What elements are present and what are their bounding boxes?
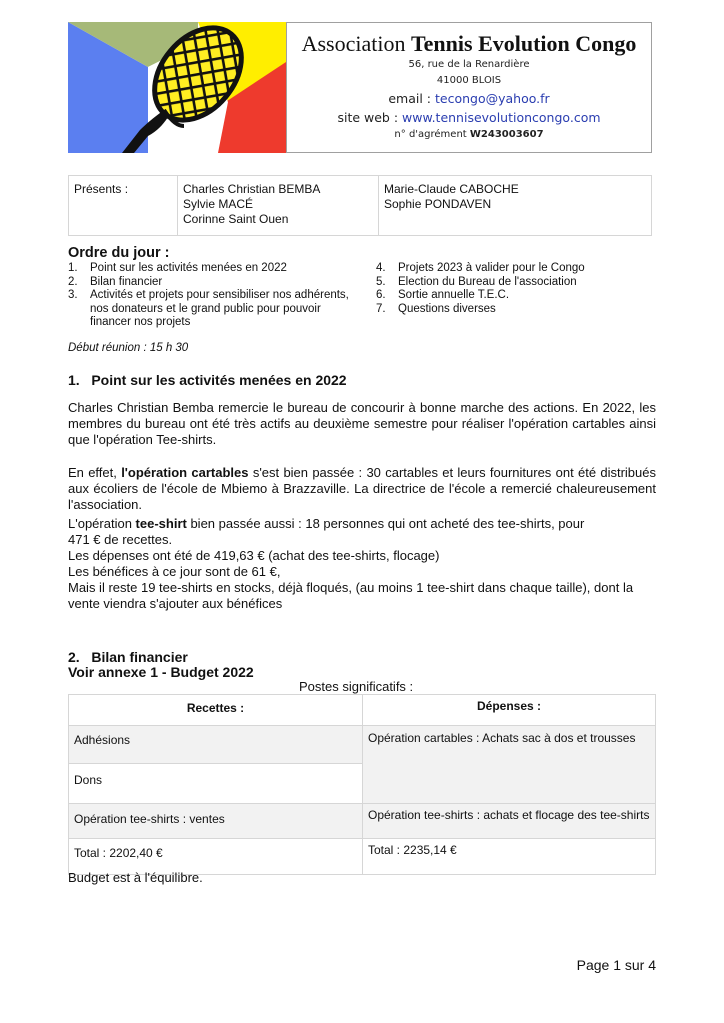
agenda-item <box>376 289 646 303</box>
agenda-item-number: 6. <box>376 289 386 301</box>
section-1-paragraph-2 <box>68 465 656 513</box>
agenda-item <box>68 276 358 290</box>
highlight-tee-shirt: tee-shirt <box>135 516 187 531</box>
agenda-item <box>376 276 646 290</box>
agenda-item <box>68 262 358 276</box>
email-label: email : <box>388 91 431 106</box>
agenda-list-right <box>376 262 646 316</box>
agenda-item-number: 4. <box>376 262 386 274</box>
budget-caption: Postes significatifs : <box>299 679 414 694</box>
attendees-column-2 <box>379 176 652 236</box>
attendees-column-1 <box>178 176 379 236</box>
title-bold: Tennis Evolution Congo <box>411 31 637 56</box>
budget-row <box>69 804 656 839</box>
line: Les dépenses ont été de 419,63 € (achat des tee-shirts, flocage) <box>68 548 440 563</box>
line <box>68 516 656 532</box>
budget-row <box>69 726 656 764</box>
attendee: Corinne Saint Ouen <box>183 212 289 226</box>
section-1-paragraph-1: Charles Christian Bemba remercie le bureau de concourir à bonne marche des actions. En 2022, les membres du bureau ont été très actifs au deuxième semestre pour réaliser l'opération cartables ainsi que l'opération Tee-shirts. <box>68 400 656 447</box>
section-1-title: 1. Point sur les activités menées en 2022 <box>68 372 347 388</box>
budget-conclusion: Budget est à l'équilibre. <box>68 870 203 885</box>
attendee: Marie-Claude CABOCHE <box>384 182 519 196</box>
text: s'est bien passée : 30 cartables et leurs fournitures ont été distribués aux écoliers de l'école de Mbiemo à Brazzaville. La directrice de l'école a remercié chaleureusement l'association. <box>68 465 656 512</box>
highlight-cartables: l'opération cartables <box>121 465 249 480</box>
association-title <box>287 31 651 57</box>
agenda-item-text: Projets 2023 à valider pour le Congo <box>398 262 585 274</box>
depense-cell: Opération tee-shirts : achats et flocage des tee-shirts <box>363 804 656 839</box>
attendees-table <box>68 175 652 236</box>
website-label: site web : <box>337 110 399 125</box>
email-link[interactable]: tecongo@yahoo.fr <box>434 91 550 106</box>
depenses-total: Total : 2235,14 € <box>363 839 656 875</box>
recette-cell: Adhésions <box>69 726 363 764</box>
agenda-item-text: Election du Bureau de l'association <box>398 275 577 288</box>
address-line-2: 41000 BLOIS <box>436 75 502 86</box>
text: bien passée aussi : 18 personnes qui ont acheté des tee-shirts, pour <box>186 516 585 531</box>
agenda-item-number: 5. <box>376 275 386 288</box>
line: Mais il reste 19 tee-shirts en stocks, déjà floqués, (au moins 1 tee-shirt dans chaque taille), dont la vente viendra s'ajouter aux bénéfices <box>68 580 634 611</box>
agenda-item-text: Activités et projets pour sensibiliser nos adhérents, nos donateurs et le grand public pour pouvoir financer nos projets <box>90 289 349 328</box>
recettes-header: Recettes : <box>69 695 363 726</box>
agenda-item <box>68 289 358 330</box>
agenda-item-number: 2. <box>68 275 78 288</box>
email-line <box>287 89 651 108</box>
letterhead <box>68 22 652 153</box>
association-info-box <box>286 22 652 153</box>
website-link[interactable]: www.tennisevolutioncongo.com <box>402 110 601 125</box>
agenda-item-number: 7. <box>376 302 386 315</box>
agenda-item-text: Sortie annuelle T.E.C. <box>398 289 510 301</box>
attendee: Sylvie MACÉ <box>183 197 254 211</box>
page-number: Page 1 sur 4 <box>576 957 656 973</box>
meeting-start-time: Début réunion : 15 h 30 <box>68 342 189 354</box>
agrement-number: W243003607 <box>469 129 544 140</box>
attendees-label: Présents : <box>69 176 178 236</box>
text: L'opération <box>68 516 136 531</box>
attendees-row <box>69 176 652 236</box>
tennis-racket-logo <box>68 22 286 153</box>
line: Les bénéfices à ce jour sont de 61 €, <box>68 564 281 579</box>
budget-header-row <box>69 695 656 726</box>
agenda-item <box>376 303 646 317</box>
agrement-line <box>287 127 651 143</box>
agenda-item-number: 3. <box>68 289 78 301</box>
recette-cell: Dons <box>69 764 363 804</box>
agrement-label: n° d'agrément <box>394 129 467 140</box>
section-2-title: 2. Bilan financier <box>68 649 188 665</box>
depenses-header: Dépenses : <box>363 695 656 726</box>
section-1-paragraph-3 <box>68 516 656 612</box>
text: En effet, <box>68 465 122 480</box>
line: 471 € de recettes. <box>68 532 173 547</box>
agenda-item-text: Bilan financier <box>90 275 163 288</box>
recette-cell: Opération tee-shirts : ventes <box>69 804 363 839</box>
agenda-title: Ordre du jour : <box>68 245 170 261</box>
agenda-item <box>376 262 646 276</box>
depense-cell: Opération cartables : Achats sac à dos et trousses <box>363 726 656 804</box>
agenda-item-text: Point sur les activités menées en 2022 <box>90 262 287 274</box>
racket-icon <box>68 22 286 153</box>
website-line <box>287 108 651 127</box>
attendee: Sophie PONDAVEN <box>384 197 492 211</box>
title-regular: Association <box>301 31 406 56</box>
recettes-total: Total : 2202,40 € <box>69 839 363 875</box>
agenda-item-number: 1. <box>68 262 78 274</box>
budget-table <box>68 694 656 875</box>
attendee: Charles Christian BEMBA <box>183 182 321 196</box>
address-line-1: 56, rue de la Renardière <box>408 59 530 70</box>
section-2-subtitle: Voir annexe 1 - Budget 2022 <box>68 664 254 680</box>
agenda-list-left <box>68 262 358 330</box>
agenda-item-text: Questions diverses <box>398 302 496 315</box>
